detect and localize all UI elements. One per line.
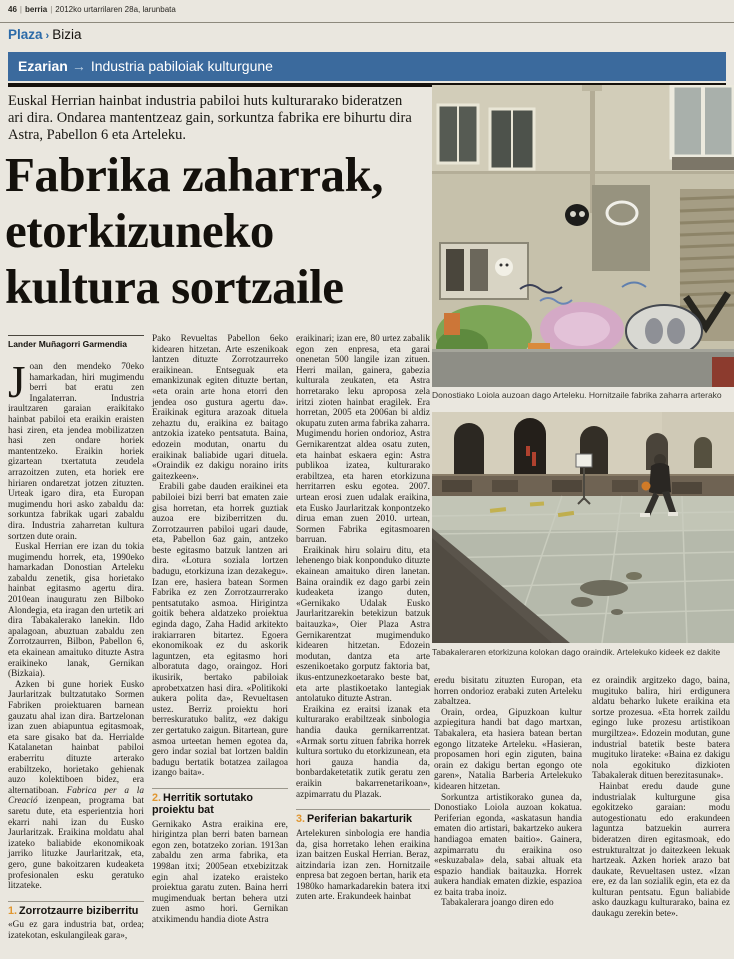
section-header-1 <box>8 901 144 918</box>
section-title: Herritik sortutako proiektu bat <box>152 791 254 816</box>
byline: Lander Muñagorri Garmendia <box>8 339 128 349</box>
brand-name: berria <box>24 5 48 14</box>
body-paragraph: Euskal Herrian ere izan du tokia mugimendu horrek, eta, 1990eko hamarkadan Donostian Arteleku zabaldu zenetik, gisa horietako hainbat egitasmo agertu dira. 2010ean inauguratu zen Bilboko Alondegia, eta iragan den urtetik ari dira Tabakalerako lanekin. Ildo apalagoan, abuztuan zabaldu zen Zorrotzaurren, Bilbon, Pabellon 6, eta ekainean amaituko dituzte Astra eraikineko lanak, Gernikan (Bizkaia). <box>8 542 144 680</box>
kicker-banner <box>8 52 726 81</box>
edition-date: 2012ko urtarrilaren 28a, larunbata <box>55 5 176 14</box>
separator: | <box>50 5 53 14</box>
body-paragraph: Sorkuntza artistikorako gunea da, Donostiako Loiola auzoan kokatua. Periferian egonda, «askatasun handia ematen dio artistari, bakartzeko aukera handiagoa ematen baitio». Gainera, azpimarratu du eraikina oso «eskuzabala» dela, sabai altuak eta espazio handiak baitauzka. Horrek aukera handiak ematen dizkie, espazioa ez baita traba inoiz. <box>434 792 582 898</box>
lead-paragraph: Euskal Herrian hainbat industria pabiloi huts kulturarako bideratzen ari dira. Ondarea mantentzeaz gain, sorkuntza fabrika ere bihurtu dira Astra, Pabellon 6 eta Arteleku. <box>8 93 412 144</box>
headline: Fabrika zaharrak, etorkizuneko kultura sortzaile <box>5 147 384 314</box>
subsection-name: Bizia <box>52 27 82 42</box>
body-paragraph: ez oraindik argitzeko dago, baina, mugituko balira, hiri erdigunera aldatu beharko lukete eraikina eta sortze prozesua. «Eta horrek zaildu egingo luke prozesu artistikoan murgiltzea». Edozein modutan, gune industrial batetik beste batera mugituko lirateke: «Baina ez dakigu nola egokituko dizkioten Tabakalerak dituen berezitasunak». <box>592 676 730 782</box>
body-paragraph: Eraikina ez eraitsi izanak eta kulturarako erabiltzeak sinbologia handia dauka gernikarrentzat. «Armak sortu zituen fabrika horrek kultura sortuko du etorkizunean, eta hori gauza handia da, bonbardaketetatik zutik geratu zen eraikin bakarrenetarikoan», azpimarratu du Plazak. <box>296 704 430 800</box>
page-number: 46 <box>8 5 17 14</box>
kicker-title: Industria pabiloiak kulturgune <box>90 58 273 74</box>
paragraph-text: izenpean, programa bat saretu dute, eta esperientzia hori ekarri nahi izan du Eusko Jaurlaritzak. Eraikina moldatu ahal izateko baliabide ekonomikoak jarriko lituzke Jaurlaritzak, eta, gero, gune bakoitzaren kudeaketa profesionalen esku geratuko litzateke. <box>8 796 144 892</box>
section-name: Plaza <box>8 27 43 42</box>
body-paragraph: «Gu ez gara industria bat, ordea; izatekotan, eskulangileak gara», <box>8 920 144 942</box>
photo-caption: Donostiako Loiola auzoan dago Arteleku. Hornitzaile fabrika zaharra arterako <box>432 390 722 400</box>
photo-caption: Tabakaleraren etorkizuna kolokan dago oraindik. Artelekuko kideek ez dakite <box>432 647 721 657</box>
section-number: 1. <box>8 904 18 917</box>
body-paragraph: Gernikako Astra eraikina ere, hirigintza plan berri baten barnean egon zen, botatzeko zorian. 1913an zabaldu zen arma fabrika, eta 1998an itxi; 2005ean etxebizitzak egin ahal izateko eraisteko proiektua garatu zuten. Baina herri mugimenduak bertan behera utzi zuen asmo hori. Gernikan atxikimendu handia diote Astra <box>152 819 288 925</box>
photo-tabakalera-interior <box>432 412 734 643</box>
body-paragraph <box>8 680 144 892</box>
body-column-3 <box>296 334 430 903</box>
body-paragraph: Orain, ordea, Gipuzkoan kultur azpiegitura handi bat dago martxan, Tabakalera, eta hasiera batean bertan egongo litzateke Arteleku. «Hasieran, proposamen hori egin ziguten, baina orain ez dakigu bertan egongo ote garen», Natalia Barberia Artelekuko kidearen hitzetan. <box>434 707 582 792</box>
masthead-rule <box>0 22 734 23</box>
body-paragraph: Eraikinak hiru solairu ditu, eta lehenengo biak konponduko dituzte ekainean amaituko diren lanetan. Baina oraindik ez dago garbi zein kudeaketa izango duten, «Gernikako Udalak Eusko Jaurlaritzarekin betekizun batzuk baitauzka», Oier Plaza Astra Gernikarentzat mugimenduko kidearen hitzetan. Edozein modutan, dantza eta arte eszenikoetako gorputz faktoria bat, ikus-entzunezkoetarako beste bat, eta arte plastikoetako lantegiak antolatuko dituzte Astran. <box>296 545 430 705</box>
paragraph-text: Azken bi gune horiek Eusko Jaurlaritzak bultzatutako Sormen Fabriken proiektuaren barnean gauzatu ahal izan dira. Bartzelonan izan zuen abiapuntua egitasmoak, eta sare gisako bat da. Herrialde Katalanetan hainbat pabiloi eraberritu dituzte arterako erabiltzeko, horietako gehienak auzo kolektiboen bidez, era alternatiboan. <box>8 679 144 796</box>
italic-title: Fabrica per a la Creació <box>8 785 144 807</box>
body-column-5 <box>592 676 730 920</box>
body-paragraph: Erabili gabe dauden eraikinei eta pabiloiei bizi berri bat ematen zaie gisa horretan, eta horrek guztiak auzoa ere biziberritzen du. Zorrotzaurren pabiloi ugari daude, eta, Pabellon 6az gain, antzeko beste egitasmo batzuk lantzen ari dira. «Lotura soziala lortzen badugu, etorkizuna izan dezakegu». Izan ere, hasiera batean Sormen Fabrika ez zen Zorrotzaurrerako pentsatutako asmoa. Hirigintza goitik behera aldatzeko proiektua eginda dago, Zaha Hadid arkitekto irakiarraren bitartez. Egoera ekonomikoak ez du askorik laguntzen, eta egitasmo hori alboratuta dago, oraingoz. Hori ikusirik, bertako pabiloiak aprobetxatzen hasi dira. «Politikoki aukera polita da», Revueltasen ustez. Berriz proiektu hori berreskuratuko balitz, «ez dakigu zer gertatuko zaigun. Bitartean, gure asmoa urteetan hemen egotea da, gero indar sozial bat lortzen baldin badugu bertatik botatzea zailagoa izango baita». <box>152 482 288 779</box>
section-number: 2. <box>152 791 162 804</box>
section-header-3 <box>296 809 430 826</box>
body-paragraph: Hainbat eredu daude gune industrialak kulturgune gisa egokitzeko garaian: modu autogestionatu edo erakundeen laguntza batzuekin aurrera bideratzen diren egitasmoak, edo estrukturaltzat jo daitezkeen lekuak hartzeak. Azken horiek arazo bat daukate, Revueltasen ustez. «Izan ere, ez da lan sozialik egin, eta ez da kulturan pentsatu. Egun baliabide asko dauzkagu kulturarako, baina ez daukagu zerekin bete». <box>592 781 730 920</box>
section-title: Zorrotzaurre biziberritu <box>19 904 139 917</box>
body-paragraph: Pako Revueltas Pabellon 6eko kidearen hitzetan. Arte eszenikoak lantzen dituzte Zorrotzaurreko eraikinean. Entseguak eta emankizunak egiten dituzte bertan, «eta orain arte hona etorri den jendea oso gustura agertu da». Eraikinak egitura arazoak dituela zehaztu du, eraikina ez baitago antzokia izateko pentsatuta. Baina, edozein modutan, onartu du eraikinak baliabide ugari dituela. «Oraindik ez dakigu noraino irits gaitezkeen». <box>152 334 288 482</box>
body-paragraph: Tabakalerara joango diren edo <box>441 898 554 909</box>
photo-arteleku-facade <box>432 85 734 387</box>
byline-rule <box>8 335 144 336</box>
dropcap: J <box>8 357 26 407</box>
body-paragraph: Artelekuren sinbologia ere handia da, gisa horretako lehen eraikina izan baitzen Euskal Herrian. Beraz, aitzindaria izan zen. Hornitzaile enpresa bat zegoen bertan, harik eta 1980ko hamarkadarekin batera itxi zuten arte. Erakundeek hainbat <box>296 828 430 903</box>
separator: | <box>19 5 22 14</box>
body-paragraph: eredu bisitatu zituzten Europan, eta horren ondorioz erabaki zuten Arteleku zabaltzea. <box>434 676 582 708</box>
paragraph-text: oan den mendeko 70eko hamarkadan, hiri mugimendu berri bat eratu zen Ingalaterran. Industria iraultzaren garaian eraikitako hainbat pabiloi eta eraikin eraisten hasi ziren, eta jendea mobilizatzen hasi zen ondare horiek mantentzeko. Eraikin horiek gizartean txertatuta zeudela arrazoitzen zuten, eta horiek ere hiriaren ondaretzat jotzen zituzten. Urteak igaro dira, eta Europan mugimendu hori asko zabaldu da: sorkuntza fabrikak ugari zabaldu dira. Industria zaharretan kultura sortzen dute orain. <box>8 362 144 542</box>
section-title: Periferian bakarturik <box>307 813 413 826</box>
body-column-2 <box>152 334 288 925</box>
body-column-4 <box>434 676 582 909</box>
section-number: 3. <box>296 813 306 826</box>
section-breadcrumb <box>8 27 81 42</box>
body-paragraph: eraikinari; izan ere, 80 urtez zabalik egon zen enpresa, eta garai onenetan 500 langile izan zituen. Herri mailan, gainera, gabezia kulturala zeukaten, eta Astra horretarako leku aproposa zela iritzi zioten hainbat eragilek. Era horretan, 2005 eta 2006an bi aldiz okupatu zuten arma fabrika zaharra. Mugimendu horien ondorioz, Astra Gernikarentzat aldea osatu zuten, eta hainbat eskaera egin: Astra publikoa izatea, kulturarako erabiltzea, eta haren etorkizuna herritarren esku egotea. 2007. urtean erosi zuen udalak eraikina, eta Eusko Jaurlaritzak konpontzeko dirua eman zuen 2010. urtean, Sormen Fabrika egitasmoaren barruan. <box>296 334 430 546</box>
masthead <box>8 5 176 14</box>
kicker-label: Ezarian <box>18 58 68 74</box>
arrow-icon: → <box>71 58 86 74</box>
section-header-2 <box>152 788 288 817</box>
body-column-1 <box>8 357 144 942</box>
body-paragraph <box>8 357 144 542</box>
chevron-icon: › <box>45 30 50 42</box>
